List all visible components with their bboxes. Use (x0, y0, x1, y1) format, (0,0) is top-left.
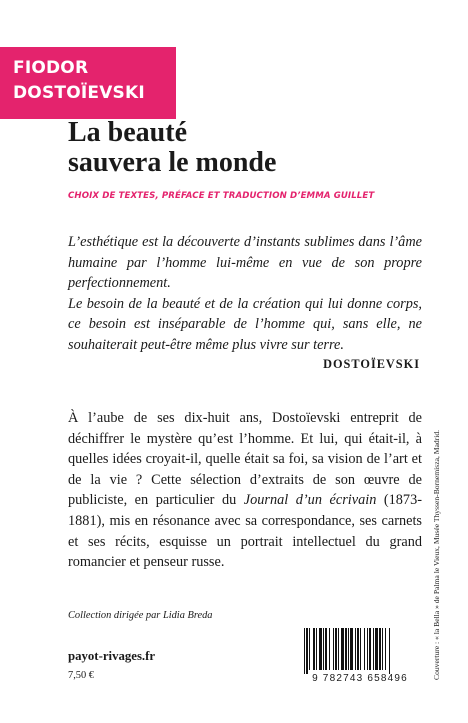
author-last-name: DOSTOÏEVSKI (13, 83, 145, 103)
blurb-work-title: Journal d’un écrivain (243, 492, 377, 509)
quote-paragraph-1: L’esthétique est la découverte d’instants sublimes dans l’âme humaine par l’homme lui-même en vue de son propre perfectionnement. (68, 234, 422, 292)
blurb-part-1: À l’aube de ses dix-huit ans, Dostoïevski entreprit de déchiffrer le mystère qu’est l’homme. Et lui, qui était-il, à quelles idées croyait-il, quelle était sa foi, sa vision de l’art et de la vie ? Cette sélection d’extraits de son œuvre de publiciste, en particulier du (68, 410, 422, 509)
isbn-barcode (296, 628, 424, 684)
barcode-bars (296, 628, 424, 674)
book-title-line-1: La beauté (68, 117, 187, 148)
blurb-part-2: (1873-1881), mis en résonance avec sa correspondance, ses carnets et ses récits, esquisse un portrait intellectuel du grand romancier et penseur russe. (68, 492, 422, 571)
price-label: 7,50 € (68, 670, 94, 681)
publisher-website: payot-rivages.fr (68, 649, 156, 663)
quote-paragraph-2: Le besoin de la beauté et de la création qui lui donne corps, ce besoin est inséparable de l’homme qui, sans elle, ne souhaiterait peut-être même plus vivre sur terre. (68, 295, 422, 353)
collection-editor: Collection dirigée par Lidia Breda (68, 610, 213, 621)
cover-credit: Couverture : « la Bella » de Palma le Vieux, Musée Thyssen-Bornemisza, Madrid. (432, 429, 441, 680)
book-subtitle: CHOIX DE TEXTES, PRÉFACE ET TRADUCTION D’EMMA GUILLET (68, 191, 375, 201)
author-name-block (0, 47, 176, 119)
author-first-name: FIODOR (13, 58, 89, 78)
isbn-number: 9 782743 658496 (312, 673, 408, 684)
quote-attribution: DOSTOÏEVSKI (323, 357, 420, 371)
blurb-text (68, 408, 422, 573)
epigraph-quote (68, 232, 422, 356)
book-title (68, 118, 368, 178)
book-title-line-2: sauvera le monde (68, 147, 277, 178)
